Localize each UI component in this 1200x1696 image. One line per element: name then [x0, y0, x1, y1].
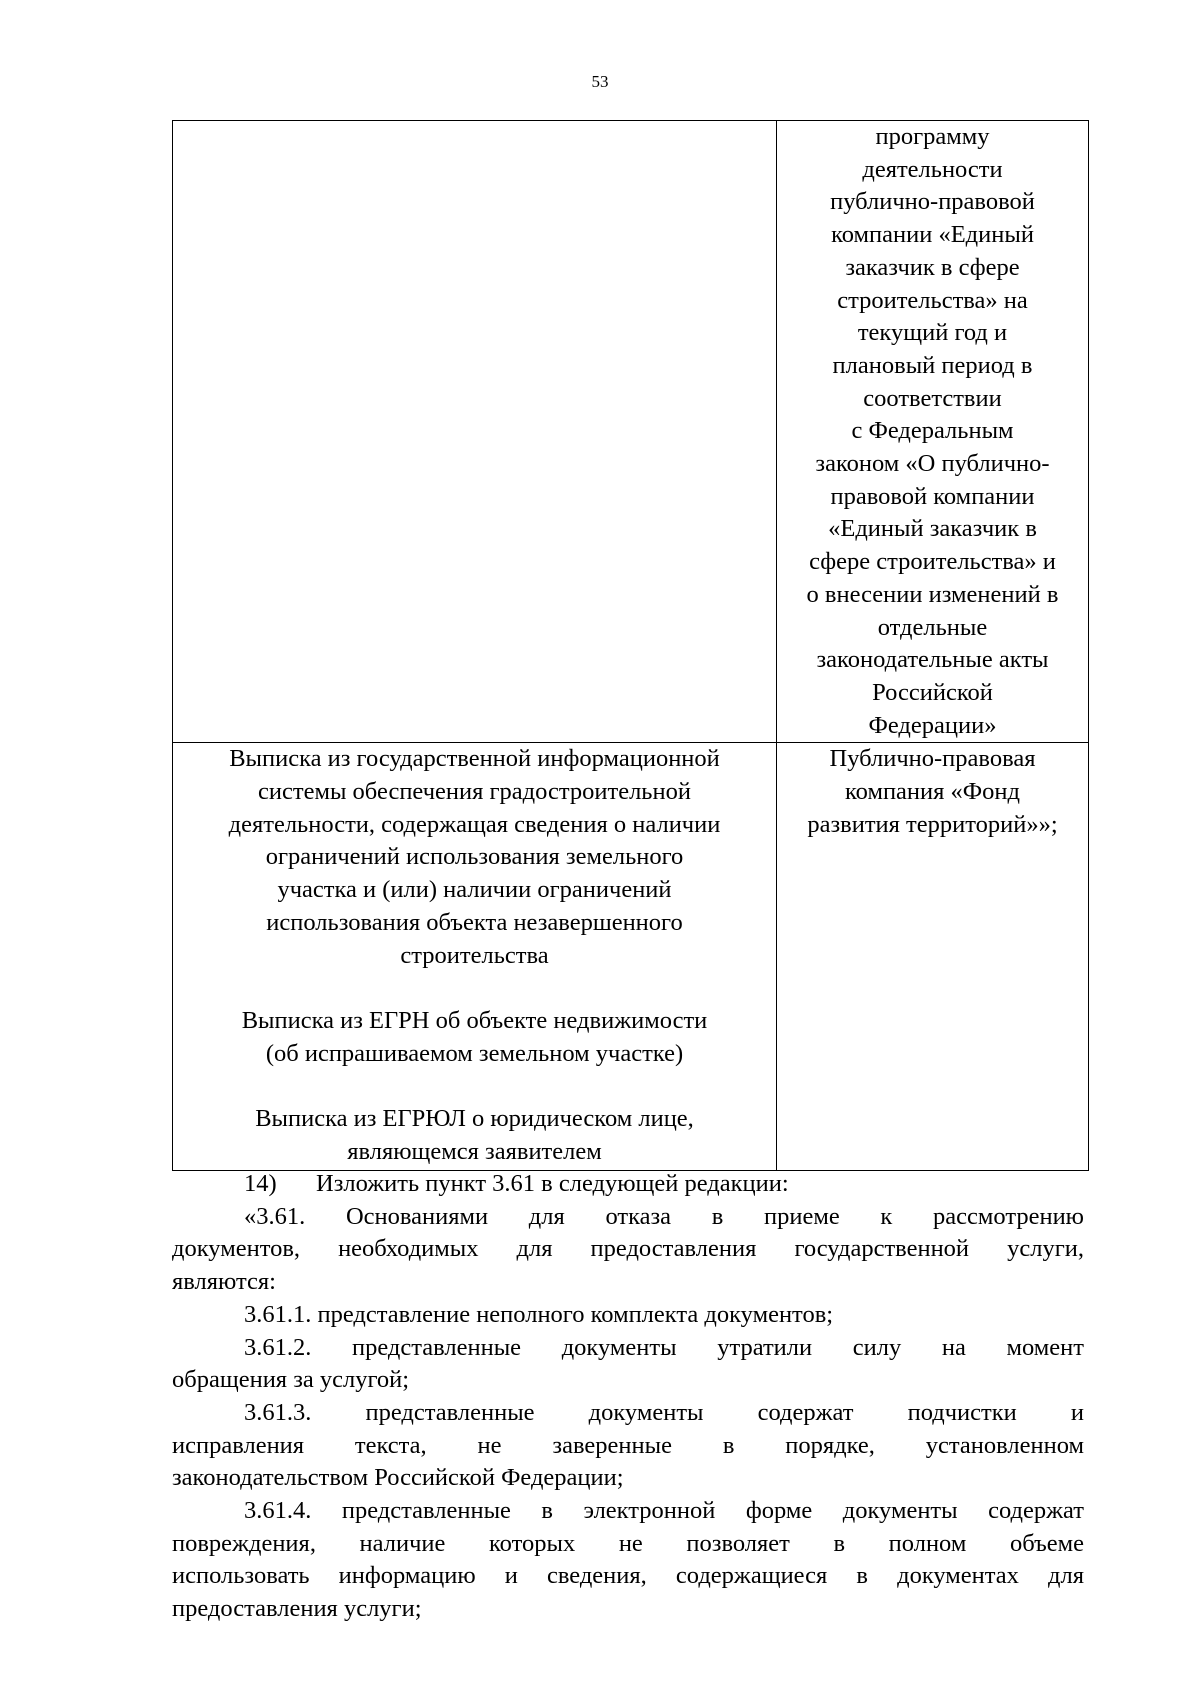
cell-line: текущий год и: [857, 319, 1008, 347]
cell-line: Федерации»: [868, 711, 997, 739]
text-line: 3.61.2. представленные документы утратили силу на момент: [244, 1333, 1084, 1361]
text-line: обращения за услугой;: [172, 1366, 410, 1394]
text-line: 3.61.1. представление неполного комплекта документов;: [244, 1300, 834, 1328]
cell-line: «Единый заказчик в: [828, 515, 1037, 543]
table-cell-empty: [173, 121, 777, 743]
cell-line: о внесении изменений в: [806, 580, 1059, 608]
cell-line: являющемся заявителем: [347, 1137, 602, 1165]
cell-line: соответствии: [863, 384, 1002, 412]
cell-line: Публично-правовая: [829, 745, 1036, 773]
item-text: Изложить пункт 3.61 в следующей редакции:: [316, 1170, 789, 1197]
document-table: [172, 120, 1089, 1171]
text-line: 3.61.3. представленные документы содержат подчистки и: [244, 1398, 1084, 1426]
text-line: законодательством Российской Федерации;: [172, 1464, 624, 1492]
cell-line: Выписка из ЕГРН об объекте недвижимости: [241, 1006, 708, 1034]
text-line: являются:: [172, 1268, 276, 1296]
cell-line: системы обеспечения градостроительной: [258, 778, 691, 806]
cell-line: строительства» на: [837, 286, 1028, 314]
text-line: предоставления услуги;: [172, 1595, 422, 1623]
cell-line: правовой компании: [830, 482, 1035, 510]
paragraph: [172, 1299, 1084, 1332]
paragraph: [172, 1397, 1084, 1495]
paragraph: [172, 1495, 1084, 1626]
text-line: документов, необходимых для предоставления государственной услуги,: [172, 1235, 1084, 1263]
cell-line: отдельные: [877, 613, 988, 641]
spacer: [177, 972, 772, 1005]
cell-line: заказчик в сфере: [845, 253, 1020, 281]
text-line: повреждения, наличие которых не позволяет в полном объеме: [172, 1529, 1084, 1557]
cell-line: Российской: [872, 678, 993, 706]
page-number: 53: [591, 72, 609, 91]
cell-line: законом «О публично-: [815, 450, 1050, 478]
cell-line: компания «Фонд: [845, 778, 1020, 806]
table-row: [173, 743, 1089, 1171]
paragraph: [172, 1332, 1084, 1397]
cell-line: строительства: [400, 941, 549, 969]
cell-line: деятельности, содержащая сведения о наличии: [228, 810, 721, 838]
cell-line: законодательные акты: [816, 646, 1049, 674]
table-cell-documents: [173, 743, 777, 1171]
document-body: [172, 1168, 1084, 1626]
text-line: исправления текста, не заверенные в порядке, установленном: [172, 1431, 1084, 1459]
cell-line: сфере строительства» и: [809, 548, 1056, 576]
table-cell-issuer: [777, 121, 1089, 743]
text-line: использовать информацию и сведения, содержащиеся в документах для: [172, 1562, 1084, 1590]
text-line: [172, 1168, 1084, 1201]
cell-line: (об испрашиваемом земельном участке): [265, 1039, 684, 1067]
paragraph-item-14: [172, 1168, 1084, 1201]
cell-line: деятельности: [862, 155, 1003, 183]
cell-line: участка и (или) наличии ограничений: [277, 876, 672, 904]
cell-line: плановый период в: [832, 351, 1033, 379]
table-row: [173, 121, 1089, 743]
text-line: 3.61.4. представленные в электронной форме документы содержат: [244, 1497, 1084, 1525]
cell-line: с Федеральным: [851, 417, 1014, 445]
cell-line: публично-правовой: [830, 188, 1035, 216]
text-line: «3.61. Основаниями для отказа в приеме к рассмотрению: [244, 1202, 1084, 1230]
cell-line: компании «Единый: [831, 221, 1034, 249]
cell-line: использования объекта незавершенного: [266, 908, 683, 936]
table-cell-issuer: [777, 743, 1089, 1171]
spacer: [177, 1070, 772, 1103]
cell-line: Выписка из государственной информационной: [229, 745, 720, 773]
cell-line: программу: [875, 123, 990, 150]
item-number: 14): [244, 1170, 277, 1197]
cell-line: ограничений использования земельного: [265, 843, 684, 871]
cell-line: развития территорий»»;: [807, 810, 1058, 838]
cell-line: Выписка из ЕГРЮЛ о юридическом лице,: [255, 1105, 694, 1133]
paragraph: [172, 1201, 1084, 1299]
